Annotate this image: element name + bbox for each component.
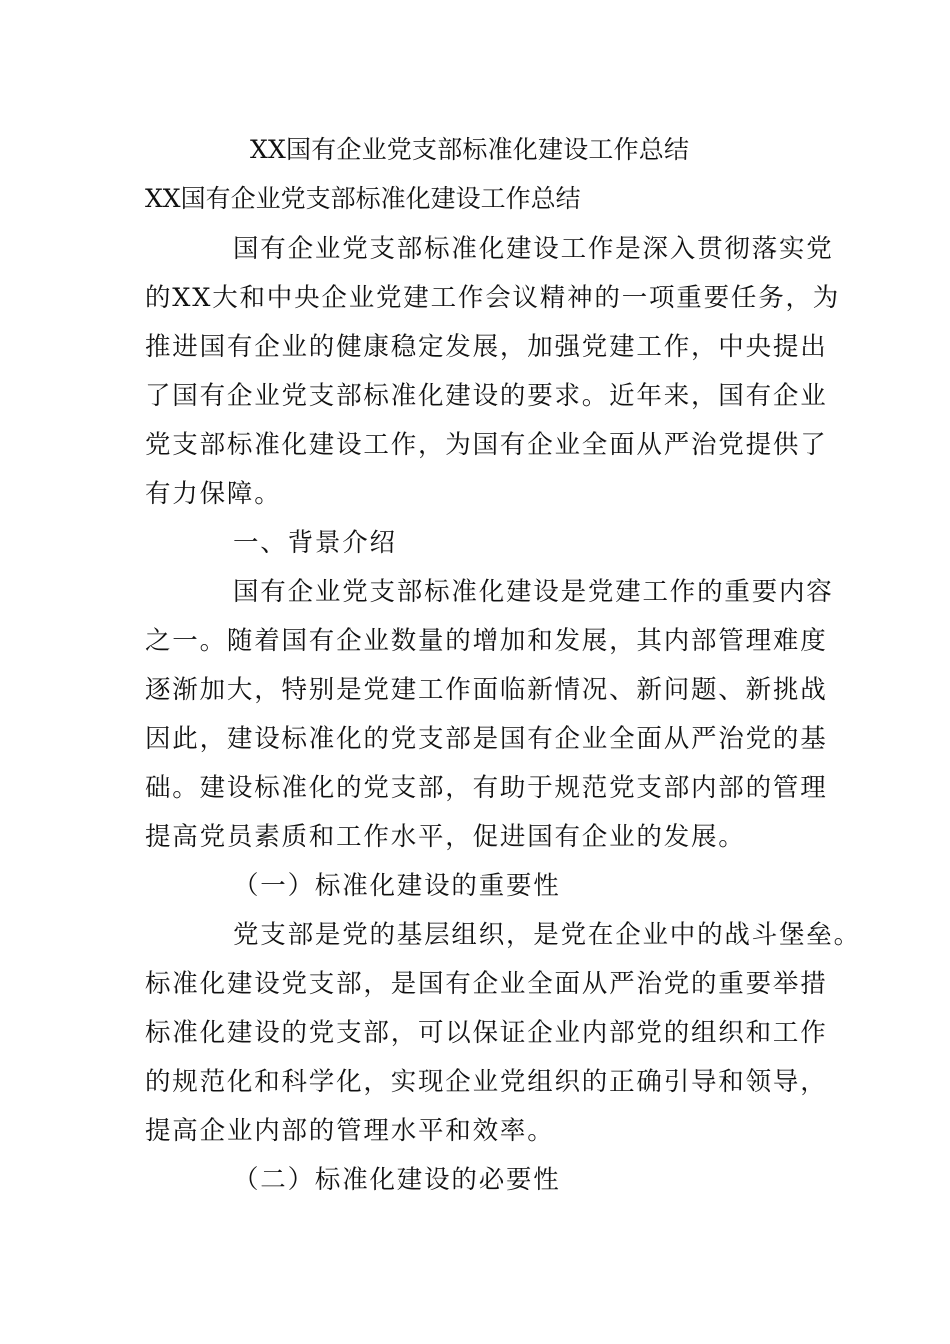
document-title: XX国有企业党支部标准化建设工作总结 xyxy=(250,135,690,164)
paragraph-line: 因此，建设标准化的党支部是国有企业全面从严治党的基 xyxy=(145,724,828,754)
paragraph-line: 提高党员素质和工作水平，促进国有企业的发展。 xyxy=(145,822,746,852)
paragraph-line: 推进国有企业的健康稳定发展，加强党建工作，中央提出 xyxy=(145,332,828,362)
paragraph-line: 党支部标准化建设工作，为国有企业全面从严治党提供了 xyxy=(145,430,828,460)
paragraph-line: 了国有企业党支部标准化建设的要求。近年来，国有企业 xyxy=(145,381,828,411)
paragraph-line: 国有企业党支部标准化建设是党建工作的重要内容 xyxy=(233,577,834,607)
section-heading: 一、背景介绍 xyxy=(233,528,397,558)
subsection-heading: （二）标准化建设的必要性 xyxy=(233,1165,561,1195)
paragraph-line: 之一。随着国有企业数量的增加和发展，其内部管理难度 xyxy=(145,626,828,656)
paragraph-line: 的规范化和科学化，实现企业党组织的正确引导和领导， xyxy=(145,1067,828,1097)
paragraph-line: 有力保障。 xyxy=(145,479,282,509)
document-subtitle: XX国有企业党支部标准化建设工作总结 xyxy=(145,184,581,213)
subsection-heading: （一）标准化建设的重要性 xyxy=(233,871,561,901)
paragraph-line: 标准化建设的党支部，可以保证企业内部党的组织和工作 xyxy=(145,1018,828,1048)
paragraph-line: 的XX大和中央企业党建工作会议精神的一项重要任务，为 xyxy=(145,283,841,313)
paragraph-line: 础。建设标准化的党支部，有助于规范党支部内部的管理 xyxy=(145,773,828,803)
paragraph-line: 国有企业党支部标准化建设工作是深入贯彻落实党 xyxy=(233,234,834,264)
paragraph-line: 党支部是党的基层组织，是党在企业中的战斗堡垒。 xyxy=(233,920,861,950)
document-body xyxy=(145,225,861,1205)
paragraph-line: 逐渐加大，特别是党建工作面临新情况、新问题、新挑战 xyxy=(145,675,828,705)
paragraph-line: 提高企业内部的管理水平和效率。 xyxy=(145,1116,555,1146)
paragraph-line: 标准化建设党支部，是国有企业全面从严治党的重要举措 xyxy=(145,969,828,999)
